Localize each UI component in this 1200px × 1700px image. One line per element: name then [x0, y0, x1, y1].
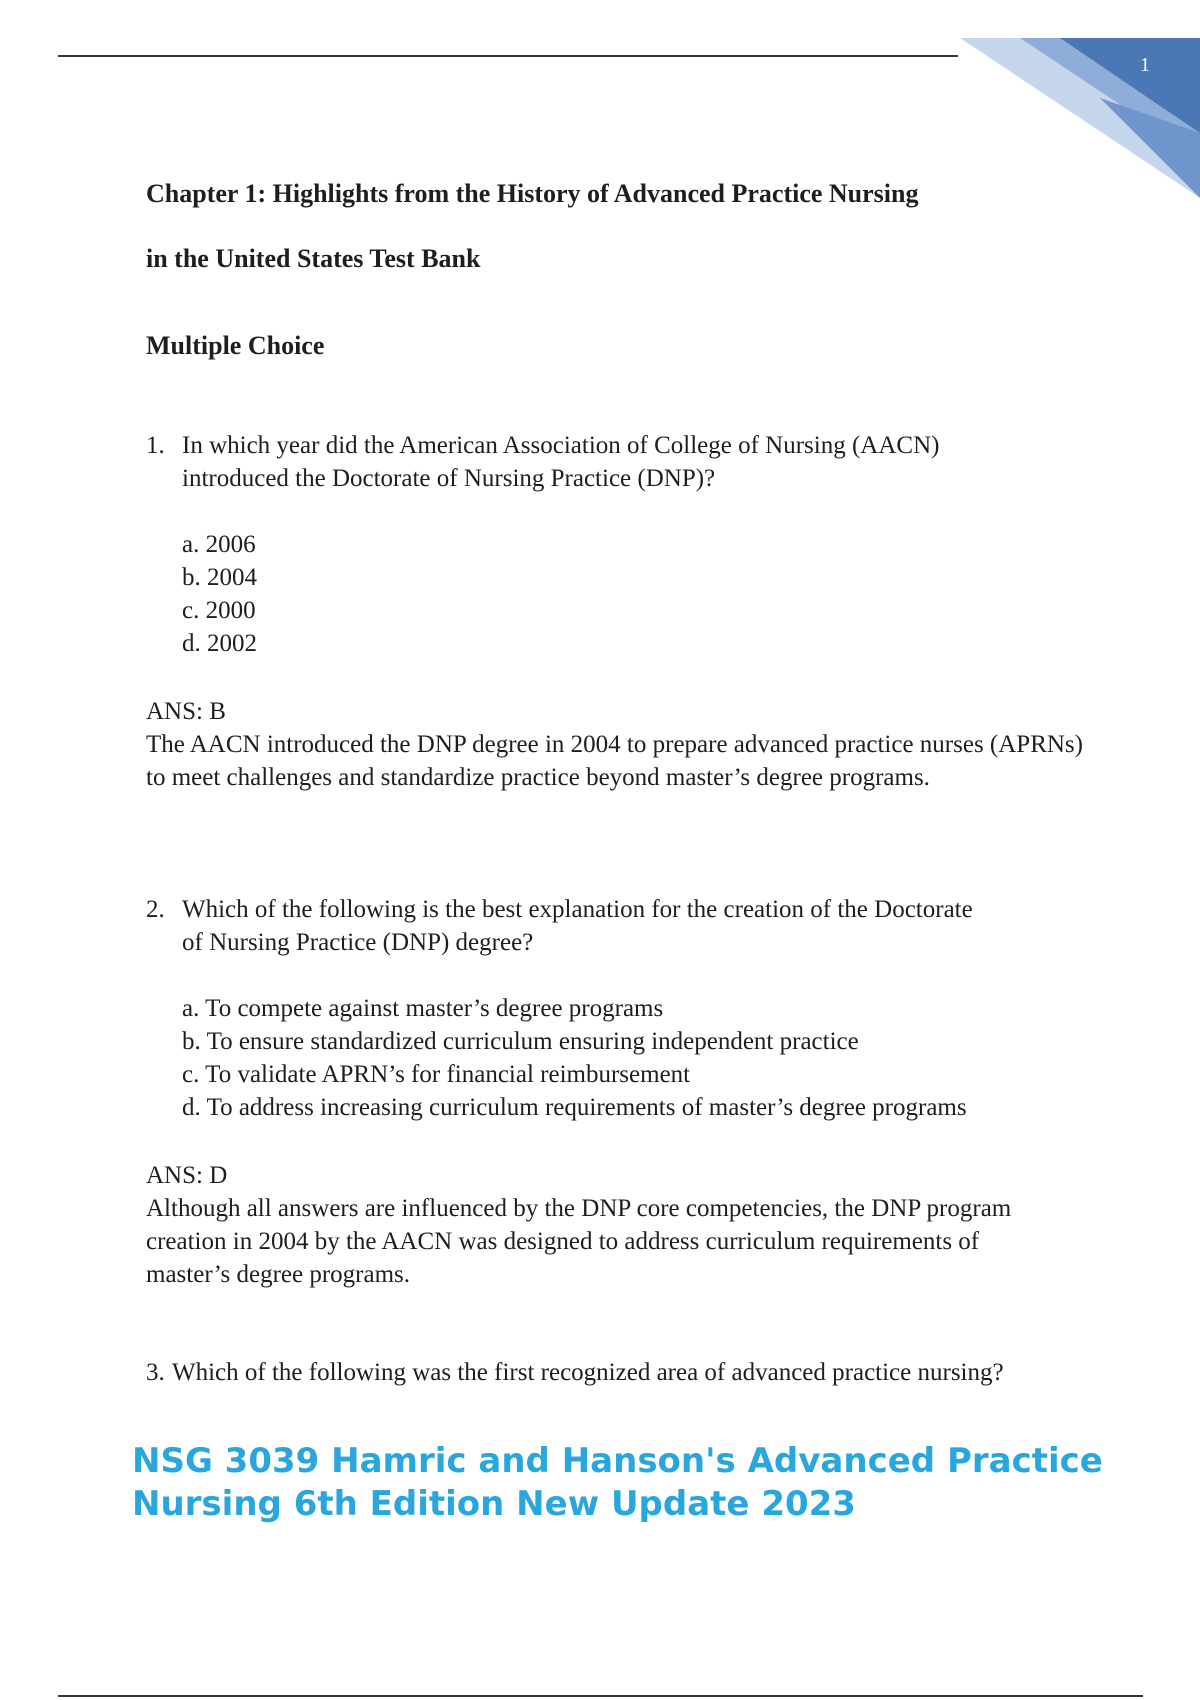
promo-line-1: NSG 3039 Hamric and Hanson's Advanced Practice: [132, 1441, 1103, 1481]
question-2: [146, 893, 976, 959]
page-number: 1: [1140, 54, 1150, 76]
option-text: To ensure standardized curriculum ensuring independent practice: [206, 1028, 859, 1055]
question-number: 2.: [146, 896, 165, 923]
header-corner-decoration: [960, 38, 1200, 198]
question-number: 1.: [146, 432, 165, 459]
answer-2: ANS: D: [146, 1162, 228, 1189]
option-text: To compete against master’s degree programs: [205, 995, 664, 1022]
option: [182, 561, 257, 594]
option: [182, 1058, 967, 1091]
option: [182, 594, 257, 627]
question-number: 3.: [146, 1359, 165, 1386]
option-text: To validate APRN’s for financial reimbursement: [205, 1061, 691, 1088]
question-text: Which of the following is the best explanation for the creation of the Doctorate of Nursing Practice (DNP) degree?: [182, 896, 973, 956]
option-text: To address increasing curriculum requirements of master’s degree programs: [206, 1094, 967, 1121]
option-label: b.: [182, 1028, 201, 1055]
option-label: b.: [182, 564, 201, 591]
option: [182, 992, 967, 1025]
option-label: d.: [182, 630, 201, 657]
option-label: c.: [182, 597, 200, 624]
promo-line-2: Nursing 6th Edition New Update 2023: [132, 1484, 856, 1524]
chapter-title-line-2: in the United States Test Bank: [146, 244, 481, 273]
option: [182, 528, 257, 561]
option: [182, 1025, 967, 1058]
header-rule: [58, 55, 958, 57]
option-text: 2004: [207, 564, 257, 591]
question-text: In which year did the American Association of College of Nursing (AACN) introduced the Doctorate of Nursing Practice (DNP)?: [182, 432, 940, 492]
question-text: Which of the following was the first recognized area of advanced practice nursing?: [172, 1359, 1004, 1386]
question-1-options: [182, 528, 257, 660]
section-heading: Multiple Choice: [146, 331, 325, 360]
option-text: 2002: [207, 630, 257, 657]
option: [182, 1091, 967, 1124]
rationale-2: Although all answers are influenced by the DNP core competencies, the DNP program creation in 2004 by the AACN was designed to address curriculum requirements of master’s degree programs.: [146, 1195, 1012, 1288]
option: [182, 627, 257, 660]
option-text: 2006: [205, 531, 256, 558]
option-label: d.: [182, 1094, 201, 1121]
rationale-1: The AACN introduced the DNP degree in 2004 to prepare advanced practice nurses (APRNs) to meet challenges and standardize practice beyond master’s degree programs.: [146, 731, 1083, 791]
option-label: a.: [182, 995, 200, 1022]
answer-1: ANS: B: [146, 698, 226, 725]
question-1: [146, 429, 1046, 495]
question-2-options: [182, 992, 967, 1124]
option-text: 2000: [205, 597, 256, 624]
option-label: a.: [182, 531, 200, 558]
chapter-title-line-1: Chapter 1: Highlights from the History of Advanced Practice Nursing: [146, 179, 919, 208]
question-3: [146, 1356, 1026, 1389]
footer-rule: [58, 1695, 1143, 1697]
promo-title: [132, 1440, 1103, 1526]
option-label: c.: [182, 1061, 200, 1088]
